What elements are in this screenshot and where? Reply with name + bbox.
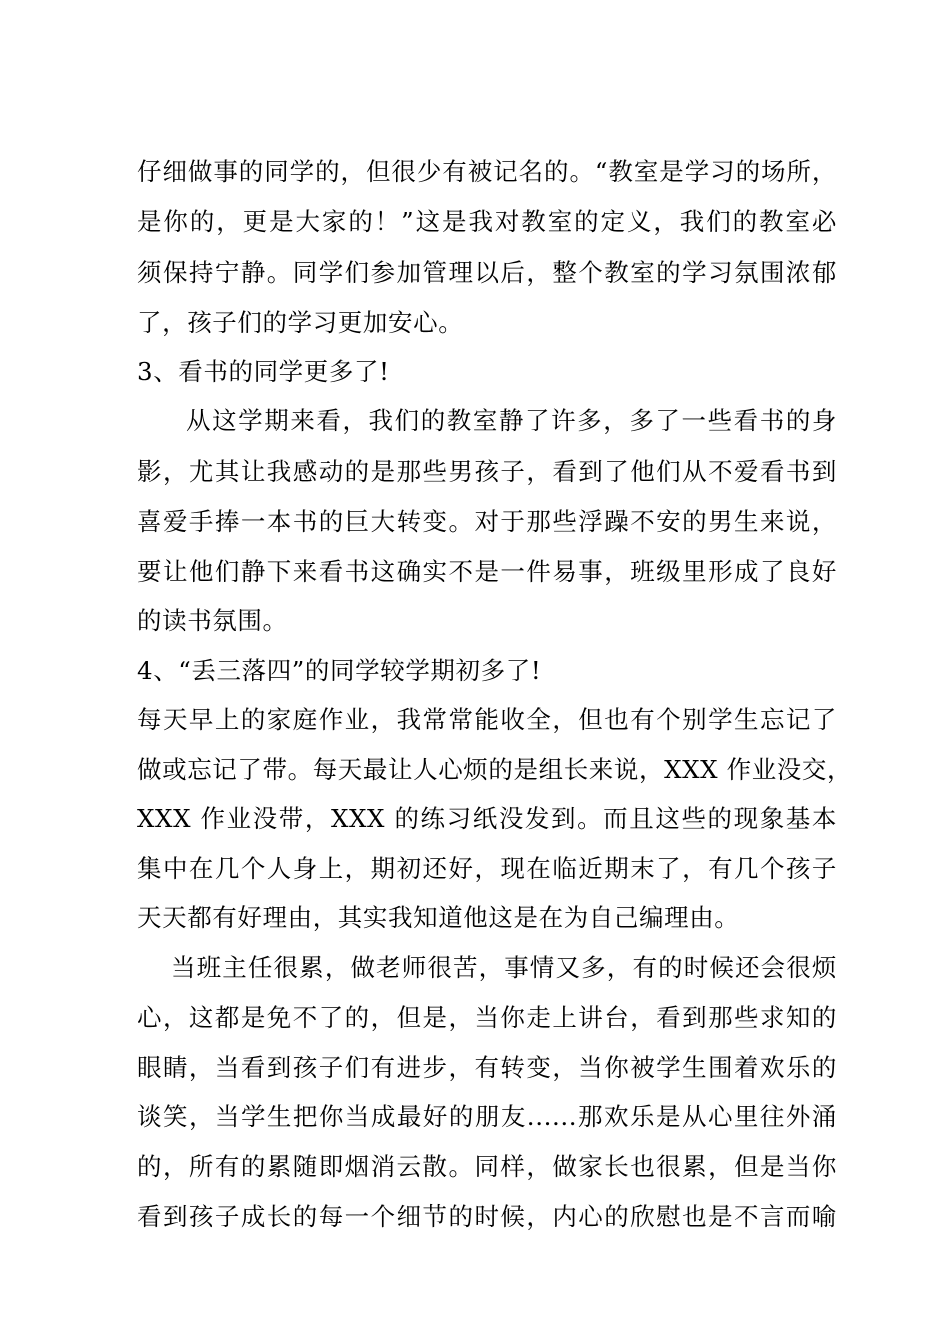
body-text-line: 谈笑，当学生把你当成最好的朋友......那欢乐是从心里往外涌 bbox=[137, 1102, 837, 1131]
body-text-line: 做或忘记了带。每天最让人心烦的是组长来说，XXX 作业没交， bbox=[137, 755, 853, 784]
body-text-line: 从这学期来看，我们的教室静了许多，多了一些看书的身 bbox=[186, 406, 837, 435]
body-text-line: 集中在几个人身上，期初还好，现在临近期末了，有几个孩子 bbox=[137, 854, 837, 883]
section-heading-4: 4、“丢三落四”的同学较学期初多了! bbox=[137, 656, 542, 685]
body-text-line: 了，孩子们的学习更加安心。 bbox=[137, 308, 464, 337]
body-text-line: 眼睛，当看到孩子们有进步，有转变，当你被学生围着欢乐的 bbox=[137, 1053, 837, 1082]
body-text-line: 要让他们静下来看书这确实不是一件易事，班级里形成了良好 bbox=[137, 557, 837, 586]
section-heading-3: 3、看书的同学更多了! bbox=[137, 357, 390, 386]
body-text-line: 看到孩子成长的每一个细节的时候，内心的欣慰也是不言而喻 bbox=[137, 1202, 837, 1231]
body-text-line: 天天都有好理由，其实我知道他这是在为自己编理由。 bbox=[137, 903, 740, 932]
body-text-line: 每天早上的家庭作业，我常常能收全，但也有个别学生忘记了 bbox=[137, 705, 837, 734]
body-text-line: 影，尤其让我感动的是那些男孩子，看到了他们从不爱看书到 bbox=[137, 457, 837, 486]
body-text-line: 须保持宁静。同学们参加管理以后，整个教室的学习氛围浓郁 bbox=[137, 258, 837, 287]
body-text-line: 喜爱手捧一本书的巨大转变。对于那些浮躁不安的男生来说， bbox=[137, 507, 837, 536]
body-text-line: 仔细做事的同学的，但很少有被记名的。“教室是学习的场所， bbox=[137, 157, 837, 186]
body-text-line: 心，这都是免不了的，但是，当你走上讲台，看到那些求知的 bbox=[137, 1003, 837, 1032]
body-text-line: 的，所有的累随即烟消云散。同样，做家长也很累，但是当你 bbox=[137, 1152, 837, 1181]
body-text-line: 是你的，更是大家的！”这是我对教室的定义，我们的教室必 bbox=[137, 207, 837, 236]
body-text-line: 当班主任很累，做老师很苦，事情又多，有的时候还会很烦 bbox=[171, 953, 837, 982]
body-text-line: 的读书氛围。 bbox=[137, 606, 288, 635]
body-text-line: XXX 作业没带，XXX 的练习纸没发到。而且这些的现象基本 bbox=[137, 804, 837, 833]
